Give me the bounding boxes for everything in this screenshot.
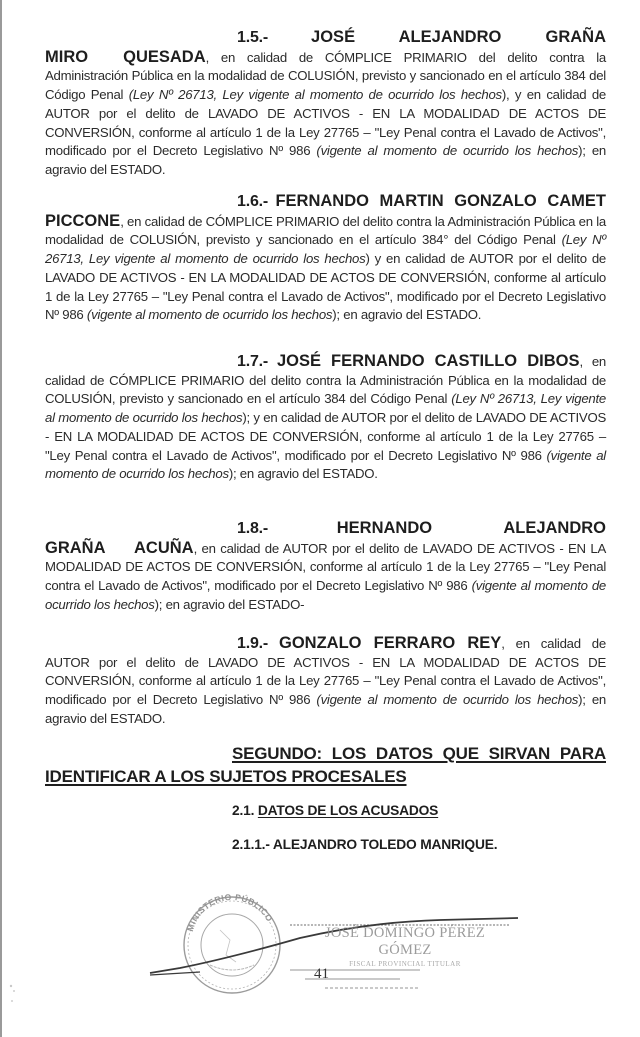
paragraph-text: , en calidad de CÓMPLICE PRIMARIO del delito contra la Administración Pública en la modalidad de COLUSIÓN, previsto y sancionado en el artículo 384 del Código Penal [45,49,607,103]
item-number: 1.8.- [237,520,269,537]
paragraph-italic: (Ley Nº 26713, Ley vigente al momento de ocurrido los hechos [45,232,606,267]
scan-specks [8,983,20,1005]
signatory-stamp [305,925,505,968]
paragraph-text: ); en agravio del ESTADO. [45,143,606,177]
paragraph-text: , en calidad de AUTOR por el delito de LAVADO DE ACTIVOS - EN LA MODALIDAD DE ACTOS DE CONVERSIÓN, conforme al artículo 1 de la Ley 27765 – "Ley Penal contra el Lavado de Activos", modificado por el Decreto Legislativo Nº 986 [45,540,606,594]
paragraph-italic: (Ley Nº 26713, Ley vigente al momento de ocurrido los hechos [45,391,606,426]
paragraph-text: , en calidad de CÓMPLICE PRIMARIO del delito contra la Administración Pública en la modalidad de COLUSIÓN, previsto y sancionado en el artículo 384 del Código Penal [45,354,606,407]
paragraph-italic: (vigente al momento de ocurrido los hechos [316,143,579,159]
paragraph-text: ); en agravio del ESTADO. [332,307,482,323]
signatory-name: JOSÉ DOMINGO PÉREZ GÓMEZ [324,925,486,958]
svg-text:MINISTERIO PÚBLICO: MINISTERIO PÚBLICO [184,891,275,933]
paragraph-1-5 [45,28,606,180]
paragraph-1-9 [45,634,606,729]
paragraph-italic: (vigente al momento de ocurrido los hechos [86,307,333,323]
section-heading-text: SEGUNDO: LOS DATOS QUE SIRVAN PARA IDENTIFICAR A LOS SUJETOS PROCESALES [45,744,606,786]
paragraph-text: ); en agravio del ESTADO. [45,692,606,726]
stamp-small-lines [290,970,420,988]
paragraph-1-7 [45,352,606,484]
defendant-name: HERNANDO ALEJANDRO GRAÑA ACUÑA [45,519,606,557]
paragraph-italic: (Ley Nº 26713, Ley vigente al momento de ocurrido los hechos [128,87,502,103]
defendant-name: FERNANDO MARTIN GONZALO CAMET PICCONE [45,192,606,230]
subsection-heading [232,803,438,818]
paragraph-text: ) y en calidad de AUTOR por el delito de LAVADO DE ACTIVOS - EN LA MODALIDAD DE ACTOS DE CONVERSIÓN, conforme al artículo 1 de la Ley 27765 – "Ley Penal contra el Lavado de Activos", modificado por el Decreto Legislativo Nº 986 [45,251,606,323]
paragraph-1-6 [45,192,606,325]
item-number: 1.9.- [237,635,269,652]
defendant-name: JOSÉ FERNANDO CASTILLO DIBOS [276,352,580,370]
page-number: 41 [314,966,329,982]
subsection-title: DATOS DE LOS ACUSADOS [257,803,439,818]
defendant-name: JOSÉ ALEJANDRO GRAÑA MIRO QUESADA [45,28,606,66]
section-heading [45,742,606,788]
defendant-name: GONZALO FERRARO REY [279,634,502,652]
subsubsection-heading: 2.1.1.- ALEJANDRO TOLEDO MANRIQUE. [232,837,498,852]
page-left-border [0,0,2,1037]
paragraph-text: ), y en calidad de AUTOR por el delito de LAVADO DE ACTIVOS - EN LA MODALIDAD DE ACTOS DE CONVERSIÓN, conforme al artículo 1 de la Ley 27765 – "Ley Penal contra el Lavado de Activos", modificado por el Decreto Legislativo Nº 986 [45,87,606,159]
paragraph-text: ); en agravio del ESTADO. [228,466,378,482]
item-number: 1.7.- [237,353,269,370]
paragraph-italic: (vigente al momento de ocurrido los hechos [316,692,579,708]
paragraph-1-8 [45,519,606,615]
paragraph-italic: (vigente al momento de ocurrido los hechos [45,447,606,482]
official-seal-icon [184,892,280,993]
item-number: 1.5.- [237,29,269,46]
paragraph-text: ); y en calidad de AUTOR por el delito de LAVADO DE ACTIVOS - EN LA MODALIDAD DE ACTOS DE CONVERSIÓN, conforme al artículo 1 de la Ley 27765 – "Ley Penal contra el Lavado de Activos", modificado por el Decreto Legislativo Nº 986 [45,410,606,463]
paragraph-italic: (vigente al momento de ocurrido los hechos [45,578,607,612]
signatory-title: FISCAL PROVINCIAL TITULAR [349,960,461,968]
subsection-number: 2.1. [232,803,255,818]
item-number: 1.6.- [237,193,269,210]
paragraph-text: , en calidad de CÓMPLICE PRIMARIO del delito contra la Administración Pública en la modalidad de COLUSIÓN, previsto y sancionado en el artículo 384° del Código Penal [45,213,606,248]
paragraph-text: , en calidad de AUTOR por el delito de LAVADO DE ACTIVOS - EN LA MODALIDAD DE ACTOS DE CONVERSIÓN, conforme al artículo 1 de la Ley 27765 – "Ley Penal contra el Lavado de Activos", modificado por el Decreto Legislativo Nº 986 [45,636,606,708]
paragraph-text: ); en agravio del ESTADO- [154,596,305,612]
